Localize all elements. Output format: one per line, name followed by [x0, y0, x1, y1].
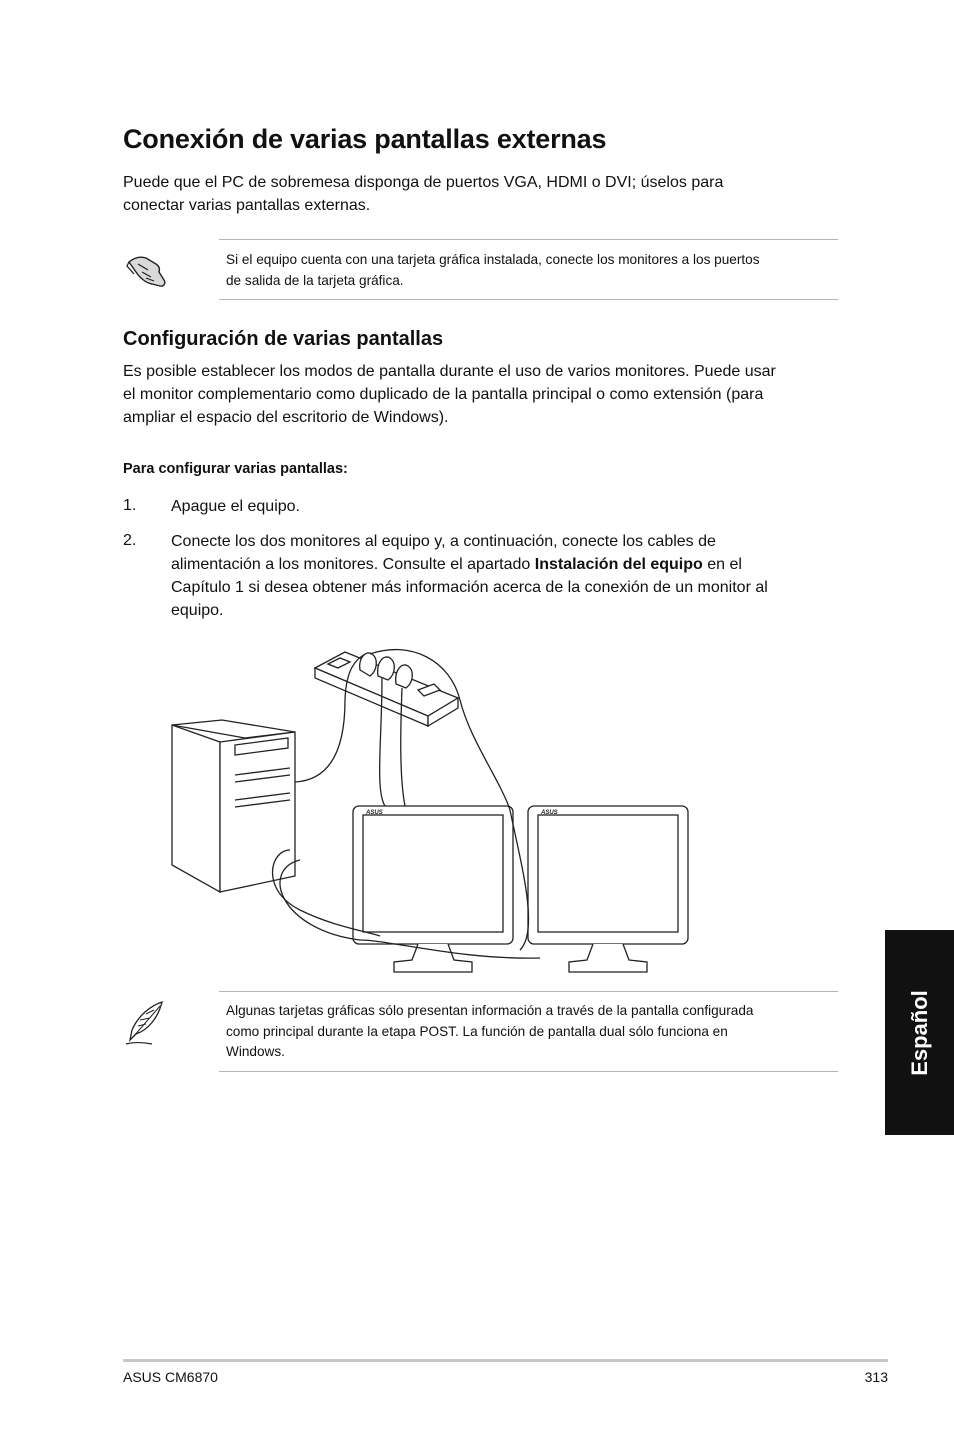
- note-2-text: Algunas tarjetas gráficas sólo presentan información a través de la pantalla configurada como principal durante la etapa POST. La función de pantalla dual sólo funciona en Windows.: [226, 1003, 754, 1059]
- monitor-left-brand: ASUS: [366, 810, 383, 816]
- feather-quill-icon: [124, 1000, 168, 1046]
- footer-divider: [123, 1359, 888, 1362]
- language-side-tab: [885, 930, 954, 1135]
- section-reference: Instalación del equipo: [534, 556, 703, 573]
- step-2-text: Conecte los dos monitores al equipo y, a continuación, conecte los cables de alimentación a los monitores. Consulte el apartado Instalación del equipo en el Capítulo 1 si desea obtener más información acerca de la conexión de un monitor al equipo.: [171, 533, 768, 619]
- section-title: Configuración de varias pantallas: [123, 328, 444, 350]
- step-2-number: 2.: [123, 532, 137, 549]
- hand-pointer-icon: [126, 250, 170, 290]
- step-1-number: 1.: [123, 497, 137, 514]
- intro-paragraph: Puede que el PC de sobremesa disponga de puertos VGA, HDMI o DVI; úselos para conectar varias pantallas externas.: [123, 174, 724, 214]
- language-label: Español: [906, 989, 932, 1076]
- dual-monitor-illustration: [160, 640, 700, 980]
- monitor-right: [528, 806, 688, 972]
- section-paragraph: Es posible establecer los modos de pantalla durante el uso de varios monitores. Puede usar el monitor complementario como duplicado de la pantalla principal o como extensión (para ampliar el espacio del escritorio de Windows).: [123, 363, 776, 426]
- procedure-title: Para configurar varias pantallas:: [123, 461, 348, 477]
- page-title: Conexión de varias pantallas externas: [123, 124, 607, 154]
- step-1-text: Apague el equipo.: [171, 498, 300, 515]
- note-1-text: Si el equipo cuenta con una tarjeta gráfica instalada, conecte los monitores a los puertos de salida de la tarjeta gráfica.: [226, 252, 760, 288]
- monitor-right-brand: ASUS: [541, 810, 558, 816]
- footer-model: ASUS CM6870: [123, 1369, 218, 1385]
- monitor-left: [353, 806, 513, 972]
- page-number: 313: [864, 1369, 888, 1385]
- desktop-tower: [172, 720, 295, 892]
